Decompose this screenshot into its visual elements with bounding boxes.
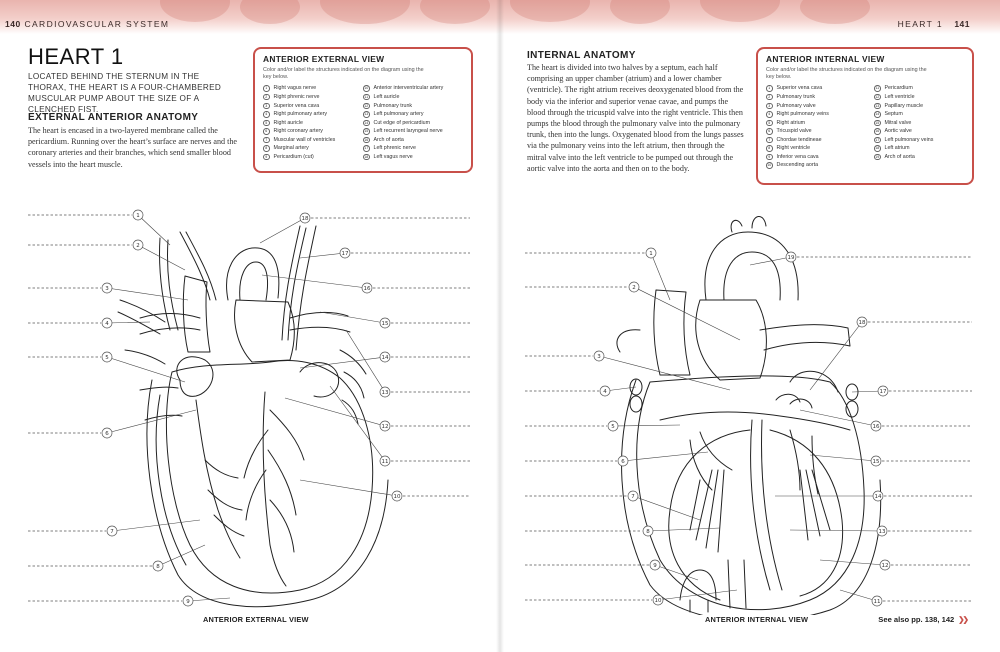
key-instructions-internal: Color and/or label the structures indicated on the diagram using the key below.	[766, 67, 927, 81]
number-badge-label: 9	[653, 563, 657, 569]
callout-right-2	[525, 282, 740, 340]
key-title-internal: ANTERIOR INTERNAL VIEW	[766, 54, 885, 64]
leader-line	[623, 452, 708, 461]
key-number-badge: 17	[875, 137, 880, 142]
key-number-badge: 3	[263, 103, 270, 110]
number-badge-label: 2	[136, 243, 140, 249]
key-number-badge: 4	[263, 111, 270, 118]
key-number-badge: 17	[364, 146, 369, 151]
key-number-badge: 5	[263, 120, 270, 127]
section-title-external: EXTERNAL ANTERIOR ANATOMY	[28, 112, 199, 123]
key-label: Anterior interventricular artery	[373, 85, 444, 92]
number-badge-label: 7	[110, 529, 114, 535]
key-label: Pericardium (cut)	[273, 153, 314, 160]
callout-left-15	[320, 312, 470, 328]
leader-line	[188, 598, 230, 601]
callout-right-14	[775, 491, 972, 501]
key-label: Left phrenic nerve	[373, 145, 416, 152]
leader-line	[658, 590, 737, 600]
number-badge-label: 5	[105, 355, 109, 361]
callout-left-12	[285, 398, 470, 431]
number-badge-label: 17	[341, 251, 349, 257]
caption-internal-view: ANTERIOR INTERNAL VIEW	[705, 615, 809, 624]
leader-line	[613, 425, 680, 426]
callout-right-18	[810, 317, 972, 390]
number-badge-label: 10	[654, 598, 662, 604]
key-label: Muscular wall of ventricles	[273, 136, 336, 143]
callout-right-7	[525, 491, 700, 520]
number-badge-label: 16	[363, 286, 371, 292]
key-number-badge: 1	[263, 85, 270, 92]
leader-line	[112, 520, 200, 531]
callout-left-17	[300, 248, 470, 258]
key-number-badge: 13	[875, 103, 880, 108]
leader-line	[633, 496, 700, 520]
key-number-badge: 1	[766, 85, 773, 92]
callout-right-11	[840, 590, 972, 606]
leader-line	[820, 560, 885, 565]
page-number-left: 140	[5, 19, 21, 29]
callout-left-18	[260, 213, 470, 243]
leader-line	[158, 545, 205, 566]
key-label: Left pulmonary artery	[373, 111, 424, 118]
key-number-badge: 7	[766, 137, 773, 144]
key-number-badge: 6	[766, 128, 773, 135]
leader-line	[300, 480, 397, 496]
intro-text: LOCATED BEHIND THE STERNUM IN THE THORAX, THE HEART IS A FOUR-CHAMBERED MUSCULAR PUMP ABOUT THE SIZE OF A CLENCHED FIST.	[28, 72, 222, 114]
callout-right-17	[852, 386, 972, 396]
key-number-badge: 11	[875, 86, 880, 91]
leader-line	[300, 357, 385, 368]
number-badge-label: 2	[632, 285, 636, 291]
leader-line	[648, 528, 720, 531]
leader-line	[107, 288, 188, 300]
leader-line	[840, 590, 877, 601]
leader-line	[800, 410, 876, 426]
key-label: Left atrium	[884, 145, 910, 152]
number-badge-label: 18	[301, 216, 309, 222]
callout-left-7	[28, 520, 200, 536]
section-text-external: The heart is encased in a two-layered membrane called the pericardium. Running over the heart’s surface are nerves and the coronary arteries and their branches, which send smaller blood vessels into the heart muscle.	[28, 126, 238, 169]
key-label: Papillary muscle	[884, 102, 924, 109]
leader-line	[750, 257, 791, 265]
key-title-external: ANTERIOR EXTERNAL VIEW	[263, 54, 385, 64]
key-label: Aortic valve	[884, 128, 912, 135]
callout-left-13	[346, 330, 470, 397]
callout-left-16	[262, 275, 470, 293]
callout-right-1	[525, 248, 670, 300]
key-number-badge: 16	[875, 129, 880, 134]
key-number-badge: 10	[767, 163, 772, 168]
key-label: Right ventricle	[776, 145, 811, 152]
leader-line	[810, 455, 876, 461]
leader-line	[790, 530, 882, 531]
number-badge-label: 17	[879, 389, 887, 395]
number-badge-label: 6	[105, 431, 109, 437]
callout-right-3	[525, 351, 730, 390]
key-number-badge: 2	[263, 94, 270, 101]
callout-right-16	[800, 410, 972, 431]
number-badge-label: 12	[881, 563, 889, 569]
number-badge-label: 4	[603, 389, 607, 395]
key-number-badge: 12	[875, 94, 880, 99]
key-number-badge: 10	[364, 86, 369, 91]
number-badge-label: 12	[381, 424, 389, 430]
leader-line	[107, 410, 196, 433]
callout-left-14	[300, 352, 470, 368]
number-badge-label: 11	[873, 599, 881, 605]
key-label: Septum	[884, 111, 903, 118]
key-label: Right coronary artery	[273, 128, 323, 135]
leader-line	[634, 287, 740, 340]
leader-line	[138, 245, 185, 270]
key-label: Mitral valve	[884, 119, 912, 126]
number-badge-label: 11	[381, 459, 389, 465]
section-text-internal: The heart is divided into two halves by a septum, each half comprising an upper chamber (atrium) and a lower chamber (ventricle). The right atrium receives deoxygenated blood from the body via the inferior and superior venae cavae, and pumps the blood through the tricuspid valve into the right ventricle. This then pumps the blood through the pulmonary valve into the pulmonary trunk, then into the lungs. Oxygenated blood from the lungs passes via the pulmonary veins into the left atrium, then through the mitral valve into the left ventricle to be pumped out through the aortic valve into the aorta and then on to the body.	[527, 63, 744, 173]
number-badge-label: 10	[393, 494, 401, 500]
key-label: Marginal artery	[273, 145, 309, 152]
page-number-right: 141	[954, 19, 970, 29]
number-badge-label: 9	[186, 599, 190, 605]
number-badge-label: 1	[649, 251, 653, 257]
key-number-badge: 12	[364, 103, 369, 108]
callout-right-8	[525, 526, 720, 536]
callout-right-15	[810, 455, 972, 466]
number-badge-label: 15	[872, 459, 880, 465]
key-label: Superior vena cava	[273, 102, 320, 109]
callout-left-3	[28, 283, 188, 300]
key-label: Inferior vena cava	[776, 153, 819, 160]
section-title-internal: INTERNAL ANATOMY	[527, 50, 636, 61]
leader-line	[262, 275, 367, 288]
number-badge-label: 4	[105, 321, 109, 327]
key-number-badge: 16	[364, 137, 369, 142]
running-head-left-text: CARDIOVASCULAR SYSTEM	[24, 19, 170, 29]
number-badge-label: 15	[381, 321, 389, 327]
key-label: Right auricle	[273, 119, 303, 126]
leader-line	[107, 322, 150, 323]
key-label: Tricuspid valve	[776, 128, 812, 135]
leader-line	[300, 253, 345, 258]
callout-right-13	[790, 526, 972, 536]
leader-line	[138, 215, 170, 245]
leader-line	[599, 356, 730, 390]
key-number-badge: 14	[364, 120, 369, 125]
key-number-badge: 4	[766, 111, 773, 118]
key-number-badge: 9	[766, 154, 773, 161]
number-badge-label: 18	[858, 320, 866, 326]
key-label: Arch of aorta	[373, 136, 404, 143]
key-number-badge: 19	[875, 154, 880, 159]
callout-right-12	[820, 560, 972, 570]
key-label: Left ventricle	[884, 93, 915, 100]
leader-line	[107, 357, 185, 382]
number-badge-label: 6	[621, 459, 625, 465]
callout-left-6	[28, 410, 196, 438]
callout-right-9	[525, 560, 698, 580]
leader-line	[810, 322, 862, 390]
key-number-badge: 15	[875, 120, 880, 125]
callout-left-9	[28, 596, 230, 606]
key-number-badge: 9	[263, 154, 270, 161]
key-number-badge: 11	[364, 94, 369, 99]
number-badge-label: 14	[874, 494, 882, 500]
key-number-badge: 14	[875, 112, 880, 117]
callout-right-5	[525, 421, 680, 431]
key-number-badge: 6	[263, 128, 270, 135]
double-chevron-right-icon: ❯❯	[958, 615, 967, 624]
key-label: Right pulmonary veins	[776, 111, 829, 118]
key-number-badge: 18	[364, 154, 369, 159]
callout-left-8	[28, 545, 205, 571]
callout-left-2	[28, 240, 185, 270]
number-badge-label: 3	[597, 354, 601, 360]
number-badge-label: 1	[136, 213, 140, 219]
number-badge-label: 8	[646, 529, 650, 535]
number-badge-label: 13	[381, 390, 389, 396]
callout-left-5	[28, 352, 185, 382]
callout-left-1	[28, 210, 170, 245]
leader-line	[320, 312, 385, 323]
number-badge-label: 5	[611, 424, 615, 430]
leader-line	[655, 565, 698, 580]
leader-line	[285, 398, 385, 426]
key-label: Left auricle	[373, 93, 400, 100]
key-label: Right vagus nerve	[273, 85, 317, 92]
callout-left-10	[300, 480, 470, 501]
running-head-right-text: HEART 1	[897, 19, 944, 29]
key-label: Left vagus nerve	[373, 153, 413, 160]
key-label: Pulmonary trunk	[373, 102, 413, 109]
number-badge-label: 3	[105, 286, 109, 292]
key-label: Pericardium	[884, 85, 913, 92]
key-label: Right atrium	[776, 119, 806, 126]
key-label: Superior vena cava	[776, 85, 823, 92]
key-label: Pulmonary valve	[776, 102, 816, 109]
key-instructions-external: Color and/or label the structures indicated on the diagram using the key below.	[263, 67, 424, 81]
leader-line	[651, 253, 670, 300]
number-badge-label: 19	[787, 255, 795, 261]
key-label: Left pulmonary veins	[884, 136, 934, 143]
key-label: Right phrenic nerve	[273, 93, 320, 100]
key-label: Pulmonary trunk	[776, 93, 816, 100]
key-label: Cut edge of pericardium	[373, 119, 431, 126]
key-number-badge: 7	[263, 137, 270, 144]
key-number-badge: 8	[263, 145, 270, 152]
page-title: HEART 1	[28, 44, 124, 69]
see-also-text: See also pp. 138, 142	[878, 615, 955, 624]
number-badge-label: 16	[872, 424, 880, 430]
key-number-badge: 13	[364, 112, 369, 117]
leader-line	[260, 218, 305, 243]
callout-right-19	[750, 252, 972, 265]
number-badge-label: 14	[381, 355, 389, 361]
number-badge-label: 13	[878, 529, 886, 535]
key-number-badge: 5	[766, 120, 773, 127]
callout-right-4	[525, 386, 636, 396]
key-label: Right pulmonary artery	[273, 111, 328, 118]
callout-right-6	[525, 452, 708, 466]
callout-left-4	[28, 318, 150, 328]
callout-right-10	[525, 590, 737, 605]
number-badge-label: 7	[631, 494, 635, 500]
key-label: Descending aorta	[776, 162, 819, 169]
key-label: Left recurrent laryngeal nerve	[373, 128, 443, 135]
number-badge-label: 8	[156, 564, 160, 570]
key-label: Chordae tendineae	[776, 136, 822, 143]
key-number-badge: 2	[766, 94, 773, 101]
caption-external-view: ANTERIOR EXTERNAL VIEW	[203, 615, 309, 624]
key-number-badge: 15	[364, 129, 369, 134]
key-number-badge: 18	[875, 146, 880, 151]
key-number-badge: 8	[766, 145, 773, 152]
key-number-badge: 3	[766, 103, 773, 110]
key-label: Arch of aorta	[884, 153, 915, 160]
